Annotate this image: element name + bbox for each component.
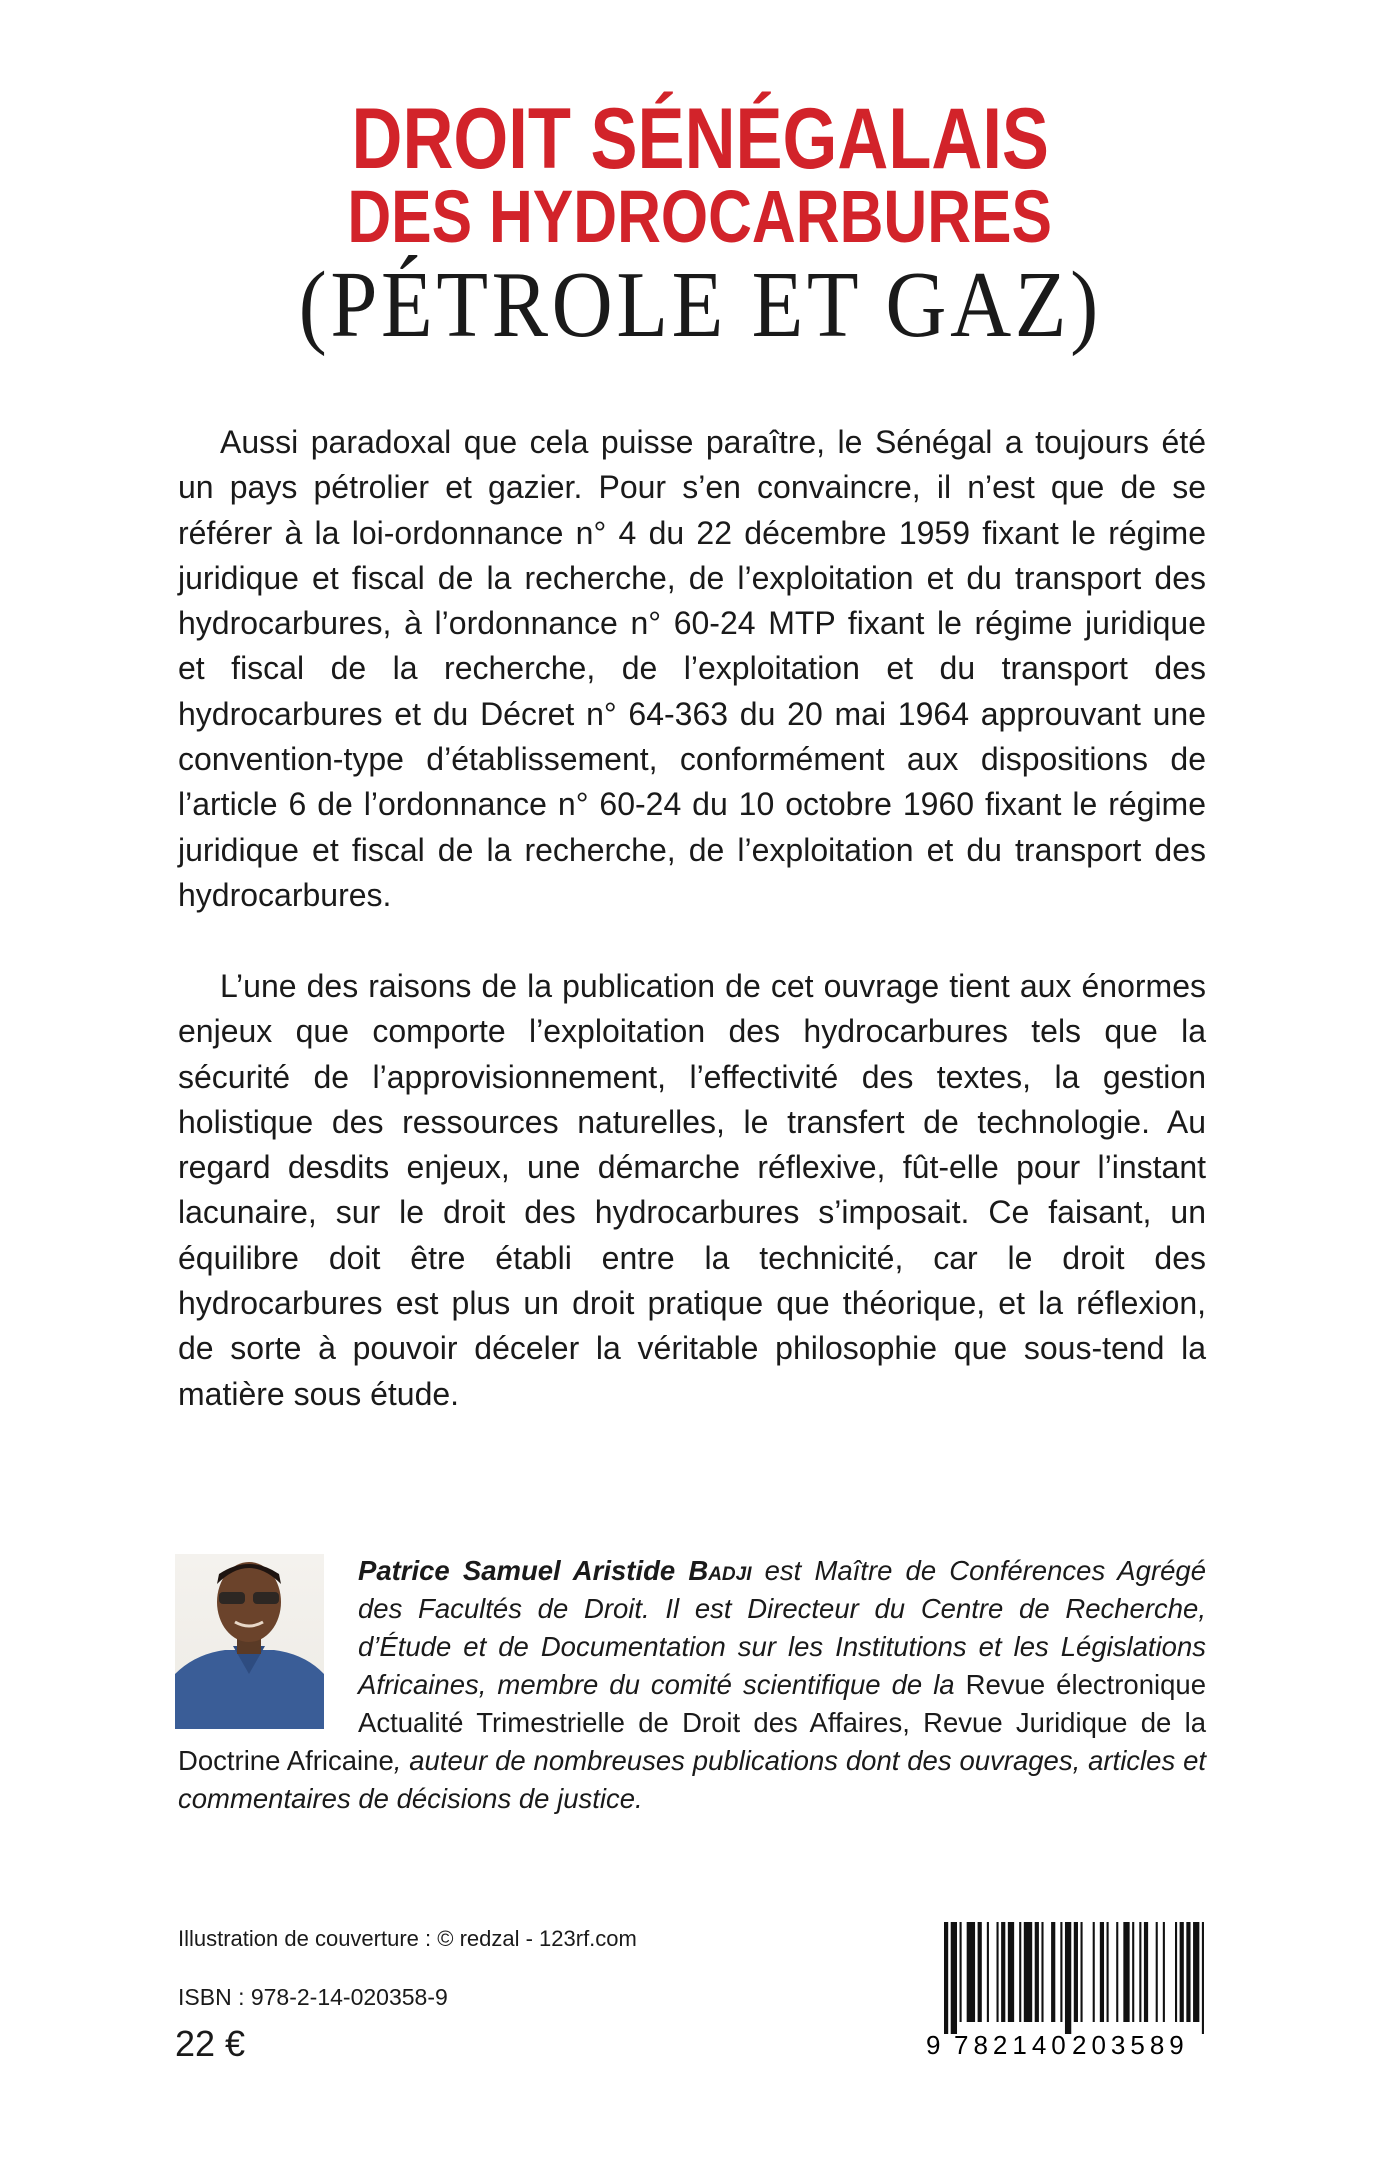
isbn: ISBN : 978-2-14-020358-9 [178, 1984, 448, 2010]
barcode-bar [1132, 1922, 1134, 2022]
barcode-digit-prefix: 9 [926, 2030, 941, 2058]
barcode-bar [1144, 1922, 1148, 2022]
barcode-bar [1123, 1922, 1129, 2022]
barcode-bar [1035, 1922, 1039, 2022]
barcode-bar [1139, 1922, 1141, 2022]
barcode-bar [987, 1922, 989, 2022]
barcode [920, 1918, 1210, 2058]
barcode-bar [1093, 1922, 1095, 2022]
barcode-bar [997, 1922, 999, 2022]
author-name: Patrice Samuel Aristide [358, 1555, 689, 1586]
barcode-bar [1019, 1922, 1021, 2022]
barcode-bar [951, 1922, 957, 2034]
barcode-bar [944, 1922, 948, 2034]
barcode-bar [1156, 1922, 1158, 2022]
barcode-bar [1175, 1922, 1177, 2022]
journal-names: Revue électronique Actualité Trimestrielle de Droit des Affaires, Revue Juridique de la Doctrine Africaine [178, 1669, 1206, 1776]
summary-paragraph-1: Aussi paradoxal que cela puisse paraître, le Sénégal a toujours été un pays pétrolier et gazier. Pour s’en convaincre, il n’est que de se référer à la loi-ordonnance n° 4 du 22 décembre 1959 fixant le régime juridique et fiscal de la recherche, de l’exploitation et du transport des hydrocarbures, à l’ordonnance n° 60-24 MTP fixant le régime juridique et fiscal de la recherche, de l’exploitation et du transport des hydrocarbures et du Décret n° 64-363 du 20 mai 1964 approuvant une convention-type d’établissement, conformément aux dispositions de l’article 6 de l’ordonnance n° 60-24 du 10 octobre 1960 fixant le régime juridique et fiscal de la recherche, de l’exploitation et du transport des hydrocarbures. [178, 424, 1206, 913]
barcode-digits-right: 203589 [1072, 2030, 1189, 2058]
barcode-bar [1202, 1922, 1204, 2034]
author-bio: Patrice Samuel Aristide Badji est Maître de Conférences Agrégé des Facultés de Droit. Il est Directeur du Centre de Recherche, d’Étude et de Documentation sur les Institutions et les Législations Africaines, membre du comité scientifique de la Revue électronique Actualité Trimestrielle de Droit des Affaires, Revue Juridique de la Doctrine Africaine, auteur de nombreuses publications dont des ouvrages, articles et commentaires de décisions de justice. [178, 1555, 1207, 1814]
barcode-bar [960, 1922, 962, 2022]
barcode-bar [1024, 1922, 1032, 2022]
barcode-bar [1041, 1922, 1043, 2022]
barcode-bar [1074, 1922, 1078, 2022]
barcode-bar [1163, 1922, 1165, 2022]
subtitle: (PÉTROLE ET GAZ) [298, 253, 1102, 357]
title-line-2: DES HYDROCARBURES [347, 175, 1053, 258]
price: 22 € [175, 2023, 246, 2064]
barcode-bar [1186, 1922, 1190, 2022]
summary-paragraph-2: L’une des raisons de la publication de cet ouvrage tient aux énormes enjeux que comporte l’exploitation des hydrocarbures tels que la sécurité de l’approvisionnement, l’effectivité des textes, la gestion holistique des ressources naturelles, le transfert de technologie. Au regard desdits enjeux, une démarche réflexive, fût-elle pour l’instant lacunaire, sur le droit des hydrocarbures s’imposait. Ce faisant, un équilibre doit être établi entre la technicité, car le droit des hydrocarbures est plus un droit pratique que théorique, et la réflexion, de sorte à pouvoir déceler la véritable philosophie que sous-tend la matière sous étude. [178, 968, 1206, 1412]
barcode-bar [1107, 1922, 1109, 2022]
cover-illustration-credit: Illustration de couverture : © redzal - 123rf.com [178, 1926, 637, 1951]
barcode-digits-left: 782140 [954, 2030, 1071, 2058]
barcode-bar [967, 1922, 975, 2022]
barcode-bar [1193, 1922, 1199, 2022]
author-surname: Badji [688, 1555, 752, 1586]
barcode-bar [978, 1922, 982, 2022]
barcode-bar [1180, 1922, 1184, 2022]
barcode-bar [1060, 1922, 1062, 2022]
title-line-1: DROIT SÉNÉGALAIS [351, 91, 1049, 187]
barcode-bar [1065, 1922, 1071, 2034]
barcode-bar [1008, 1922, 1014, 2022]
barcode-bar [1001, 1922, 1005, 2022]
barcode-bar [1081, 1922, 1083, 2022]
barcode-bar [1100, 1922, 1104, 2022]
barcode-bar [1116, 1922, 1118, 2022]
barcode-bar [1051, 1922, 1055, 2022]
